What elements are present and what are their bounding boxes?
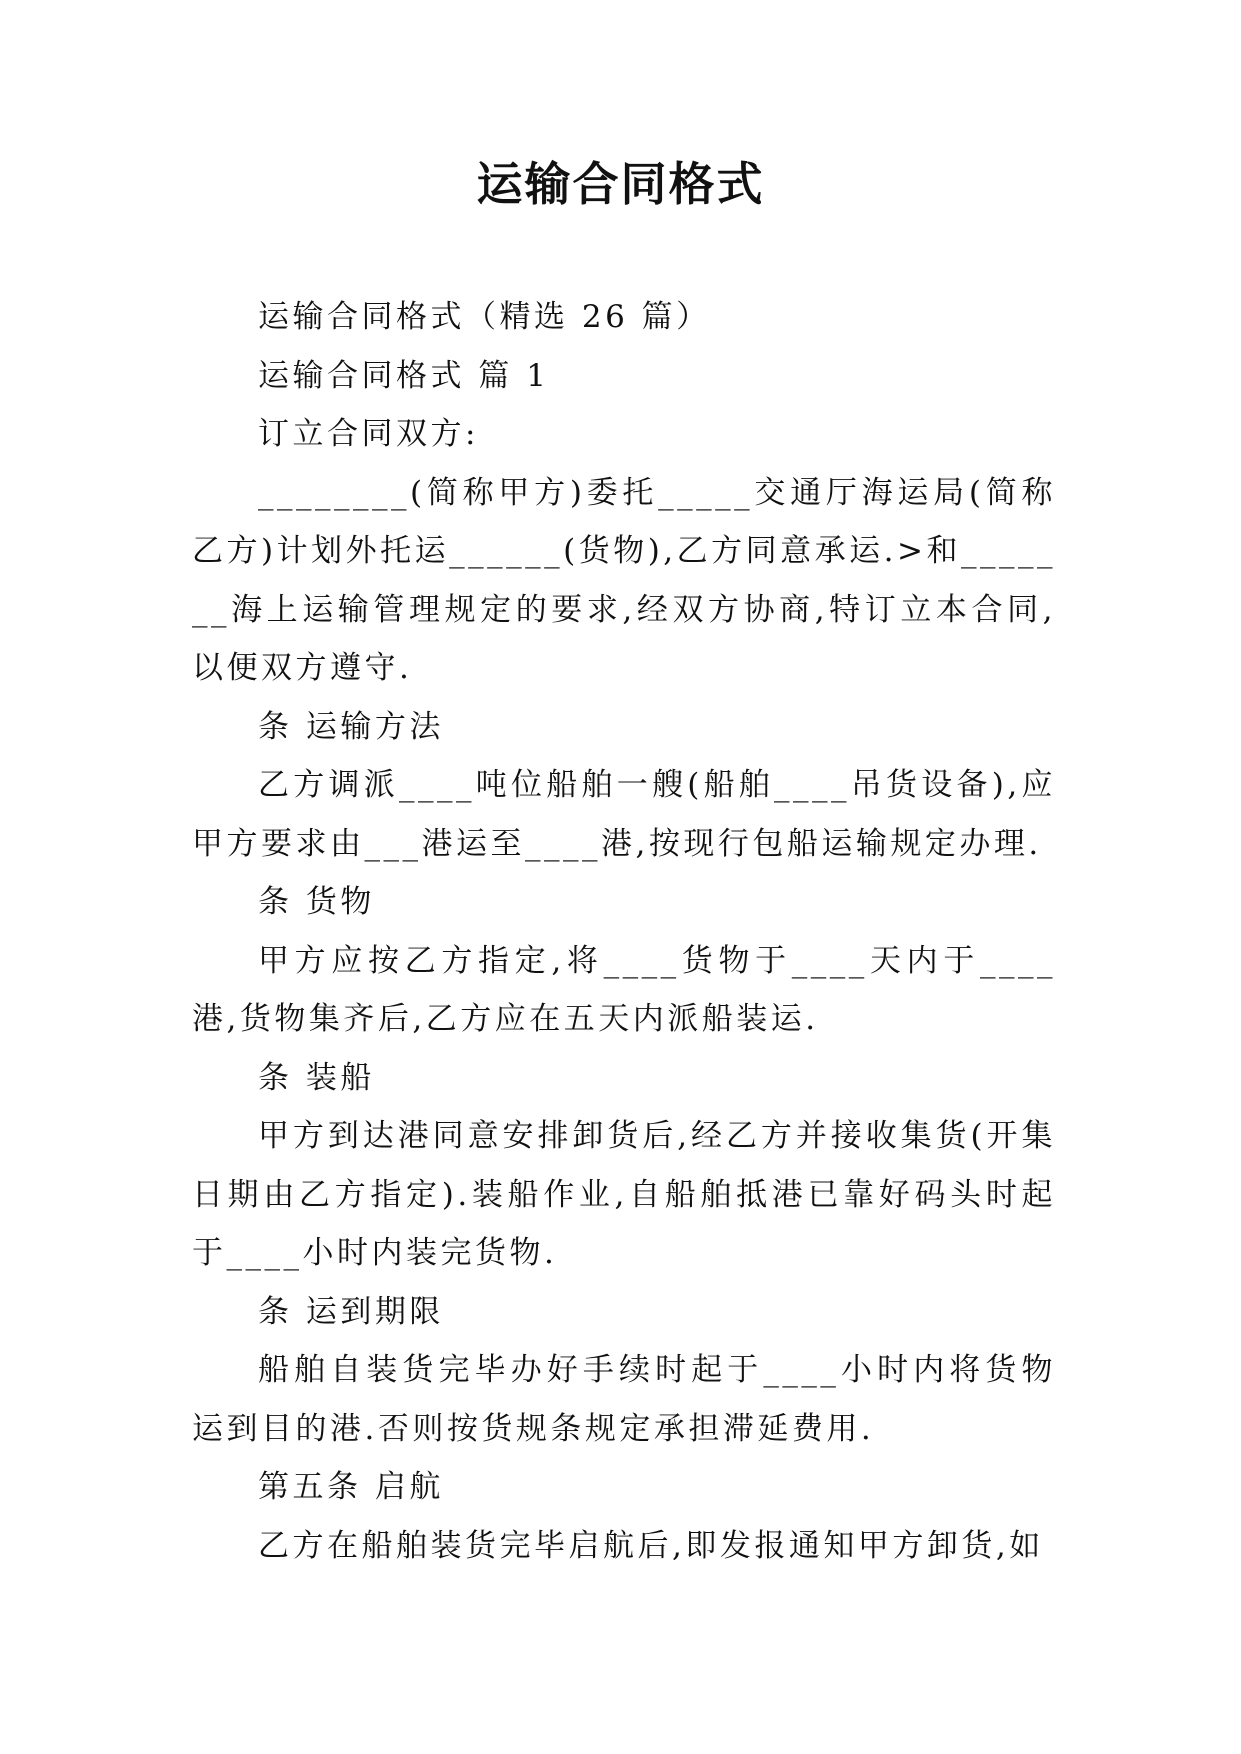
- article-heading-goods: 条 货物: [258, 884, 375, 920]
- article-heading-transport-method: 条 运输方法: [258, 708, 444, 745]
- paragraph-transport-method: 乙方调派____吨位船舶一艘(船舶____吊货设备),应甲方要求由___港运至____港,按现行包船运输规定办理.: [192, 767, 1056, 862]
- paragraph-doc-subtitle: 运输合同格式（精选 26 篇）: [258, 299, 711, 335]
- article-heading-loading: 条 装船: [258, 1059, 375, 1096]
- paragraph-goods: 甲方应按乙方指定,将____货物于____天内于____港,货物集齐后,乙方应在五天内派船装运.: [192, 942, 1056, 1037]
- paragraph-preamble: ________(简称甲方)委托_____交通厅海运局(简称乙方)计划外托运______(货物),乙方同意承运.>和_______海上运输管理规定的要求,经双方协商,特订立本合同,以便双方遵守.: [192, 474, 1056, 686]
- paragraph-parties-label: 订立合同双方:: [258, 416, 479, 452]
- paragraph-delivery-period: 船舶自装货完毕办好手续时起于____小时内将货物运到目的港.否则按货规条规定承担滞延费用.: [192, 1352, 1056, 1447]
- paragraph-departure: 乙方在船舶装货完毕启航后,即发报通知甲方卸货,如: [258, 1527, 1044, 1564]
- article-heading-departure: 第五条 启航: [258, 1469, 444, 1505]
- document-title: 运输合同格式: [476, 157, 765, 211]
- article-heading-delivery-period: 条 运到期限: [258, 1293, 444, 1330]
- paragraph-loading: 甲方到达港同意安排卸货后,经乙方并接收集货(开集日期由乙方指定).装船作业,自船舶抵港已靠好码头时起于____小时内装完货物.: [192, 1118, 1056, 1271]
- paragraph-section-heading: 运输合同格式 篇 1: [258, 357, 550, 394]
- document-body: [192, 288, 1056, 1575]
